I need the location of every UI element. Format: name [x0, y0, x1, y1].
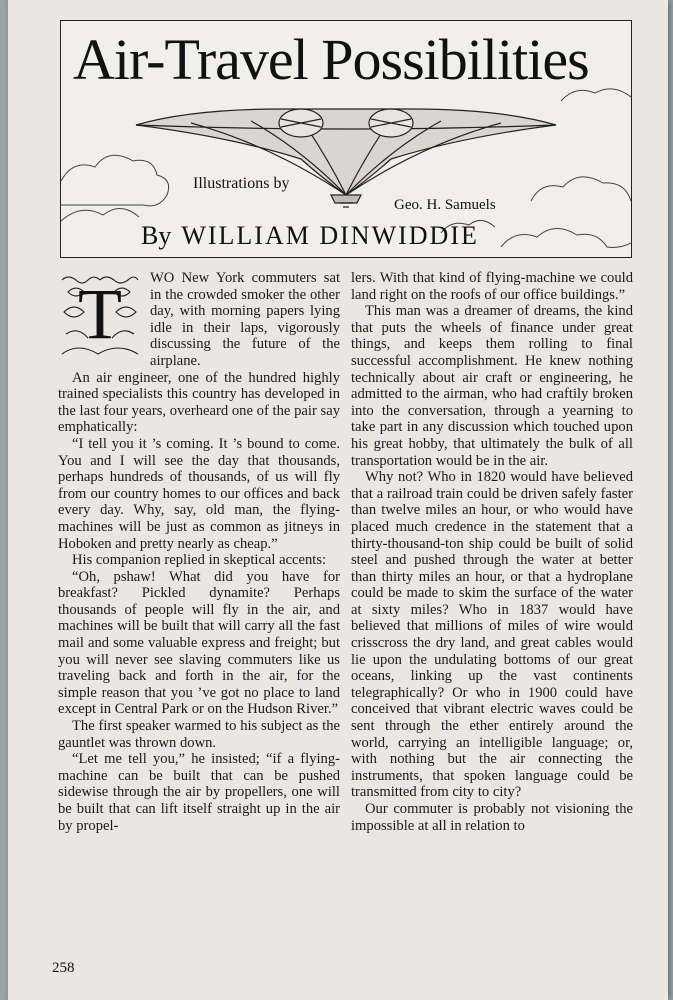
paragraph: “Let me tell you,” he insisted; “if a flying-machine can be built that can be pushed sidewise through the air by propellers, one will be built that can lift itself straight up in the air by propel- [58, 751, 340, 834]
illustrator-name: Geo. H. Samuels [394, 197, 496, 213]
author-name: WILLIAM DINWIDDIE [181, 221, 479, 250]
paragraph: An air engineer, one of the hundred highly trained specialists this country has developed in the last four years, overheard one of the pair say emphatically: [58, 369, 340, 436]
author-byline [141, 221, 479, 251]
title-banner [60, 20, 632, 258]
magazine-page [8, 0, 668, 1000]
byline-prefix: By [141, 221, 172, 250]
decorated-initial-icon [58, 272, 142, 358]
paragraph: Why not? Who in 1820 would have believed that a railroad train could be driven safely faster than twelve miles an hour, or who would have placed much credence in the statement that a thirty-thousand-ton ship could be built of solid steel and pushed through the water at better than thirty miles an hour, or that a hydroplane could be made to skim the surface of the water at sixty miles? Who in 1837 would have believed that millions of miles of wire would crisscross the dry land, and great cables would lie upon the undulating bottoms of our great oceans, linking up the vast continents telegraphically? Or who in 1900 could have conceived that vibrant electric waves could be sent through the ether entirely around the world, carrying an intelligible language; or, with nothing but the air connecting the instruments, that spoken language could be transmitted from city to city? [351, 469, 633, 801]
paragraph: “Oh, pshaw! What did you have for breakfast? Pickled dynamite? Perhaps thousands of people will fly in the air, and machines will be built that will carry all the fast mail and some valuable express and freight; but you will never see slaving commuters like us traveling back and forth in the air, for the simple reason that you ’ve got no place to land except in Central Park or on the Hudson River.” [58, 568, 340, 718]
article-title: Air-Travel Possibilities [73, 27, 589, 92]
paragraph: WO New York commuters sat in the crowded smoker the other day, with morning papers lying idle in their laps, vigorously discussing the future of the airplane. [150, 270, 340, 369]
paragraph: This man was a dreamer of dreams, the kind that puts the wheels of finance under great things, and keeps them rolling to final successful accomplishment. He knew nothing technically about air craft or engineering, he admitted to the airman, who had craftily broken into the conversation, through a yearning to take part in any discussion which touched upon his great hobby, that ultimately the bulk of all transportation would be in the air. [351, 303, 633, 469]
article-column-left [58, 270, 340, 834]
paragraph: lers. With that kind of flying-machine we could land right on the roofs of our office buildings.” [351, 270, 633, 303]
illustrations-label: Illustrations by [193, 175, 290, 192]
article-column-right [351, 270, 633, 834]
paragraph: His companion replied in skeptical accents: [72, 552, 327, 569]
paragraph: The first speaker warmed to his subject as the gauntlet was thrown down. [58, 718, 340, 751]
paragraph: Our commuter is probably not visioning the impossible at all in relation to [351, 801, 633, 834]
page-number: 258 [52, 960, 75, 976]
initial-letter: T [78, 274, 122, 354]
paragraph: “I tell you it ’s coming. It ’s bound to come. You and I will see the day that thousands, perhaps hundreds of thousands, of us will fly from our country homes to our offices and back every day. Why, say, old man, the flying-machines will be just as common as jitneys in Hoboken and pretty nearly as cheap.” [58, 435, 340, 552]
